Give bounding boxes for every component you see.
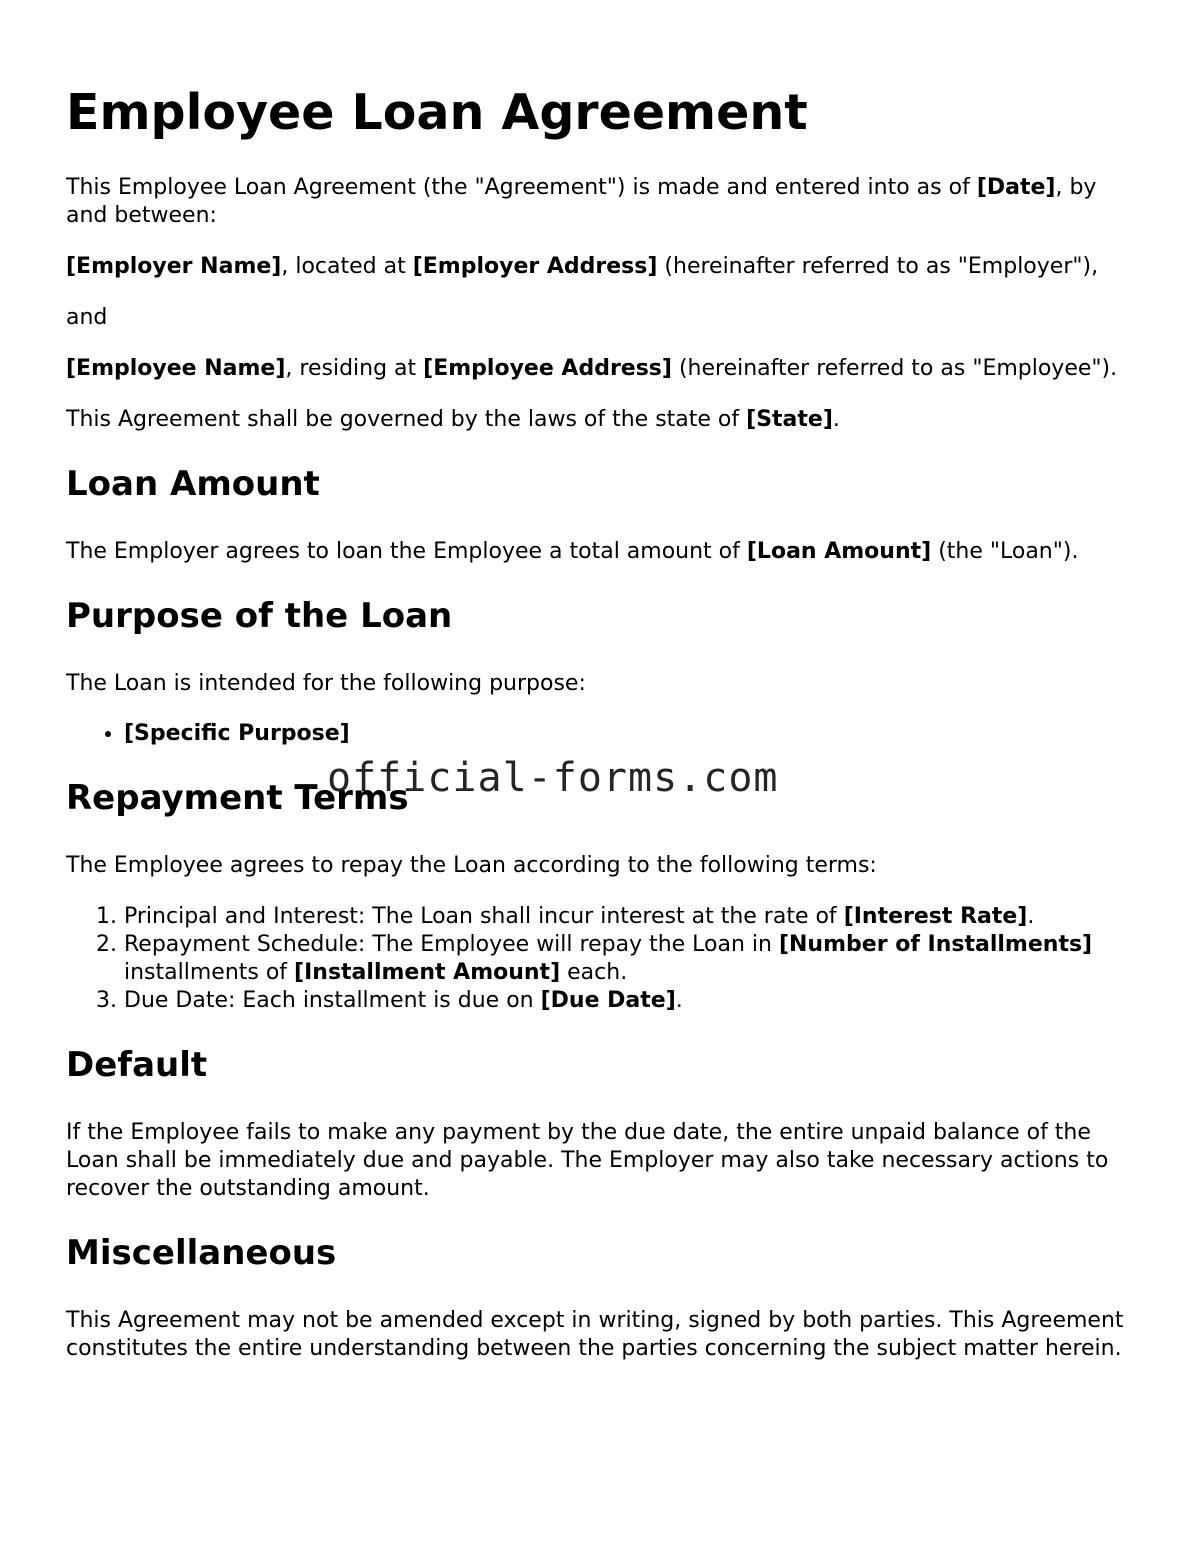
miscellaneous-heading: Miscellaneous [66, 1233, 337, 1273]
date-placeholder: [Date] [976, 175, 1056, 200]
state-placeholder: [State] [746, 407, 833, 432]
default-heading: Default [66, 1045, 208, 1085]
list-item: 1. Principal and Interest: The Loan shall incur interest at the rate of [Interest Rate]. [124, 903, 1136, 931]
employee-address-placeholder: [Employee Address] [423, 356, 672, 381]
loan-amount-paragraph: The Employer agrees to loan the Employee a total amount of [Loan Amount] (the "Loan"). [66, 539, 1079, 564]
purpose-heading: Purpose of the Loan [66, 596, 453, 636]
employer-name-placeholder: [Employer Name] [66, 254, 282, 279]
document-page [66, 0, 1136, 1363]
loan-amount-placeholder: [Loan Amount] [746, 539, 932, 564]
list-item: 3. Due Date: Each installment is due on [Due Date]. [124, 987, 1136, 1015]
list-item: 2. Repayment Schedule: The Employee will repay the Loan in [Number of Installments] installments of [Installment Amount] each. [124, 931, 1136, 987]
governing-law-paragraph: This Agreement shall be governed by the laws of the state of [State]. [66, 407, 840, 432]
default-paragraph: If the Employee fails to make any payment by the due date, the entire unpaid balance of the Loan shall be immediately due and payable. The Employer may also take necessary actions to recover the outstanding amount. [66, 1120, 1109, 1201]
installment-amount-placeholder: [Installment Amount] [294, 960, 561, 985]
document-title: Employee Loan Agreement [66, 84, 808, 141]
employer-address-placeholder: [Employer Address] [412, 254, 658, 279]
employee-paragraph: [Employee Name], residing at [Employee Address] (hereinafter referred to as "Employee"). [66, 356, 1118, 381]
and-text: and [66, 305, 108, 330]
number-of-installments-placeholder: [Number of Installments] [778, 932, 1093, 957]
employee-name-placeholder: [Employee Name] [66, 356, 286, 381]
interest-rate-placeholder: [Interest Rate] [843, 904, 1028, 929]
list-item [124, 720, 1136, 748]
loan-amount-heading: Loan Amount [66, 464, 320, 504]
purpose-list [66, 720, 1136, 748]
repayment-paragraph: The Employee agrees to repay the Loan according to the following terms: [66, 853, 877, 878]
due-date-placeholder: [Due Date] [540, 988, 676, 1013]
specific-purpose-placeholder: [Specific Purpose] [124, 721, 350, 746]
employer-paragraph: [Employer Name], located at [Employer Address] (hereinafter referred to as "Employer"), [66, 254, 1099, 279]
purpose-paragraph: The Loan is intended for the following purpose: [66, 671, 586, 696]
miscellaneous-paragraph: This Agreement may not be amended except in writing, signed by both parties. This Agreement constitutes the entire understanding between the parties concerning the subject matter herein. [66, 1308, 1124, 1361]
repayment-heading: Repayment Terms [66, 778, 409, 818]
repayment-terms-list [66, 903, 1136, 1015]
intro-paragraph: This Employee Loan Agreement (the "Agreement") is made and entered into as of [Date], by and between: [66, 175, 1097, 228]
watermark-text: official-forms.com [327, 755, 779, 801]
